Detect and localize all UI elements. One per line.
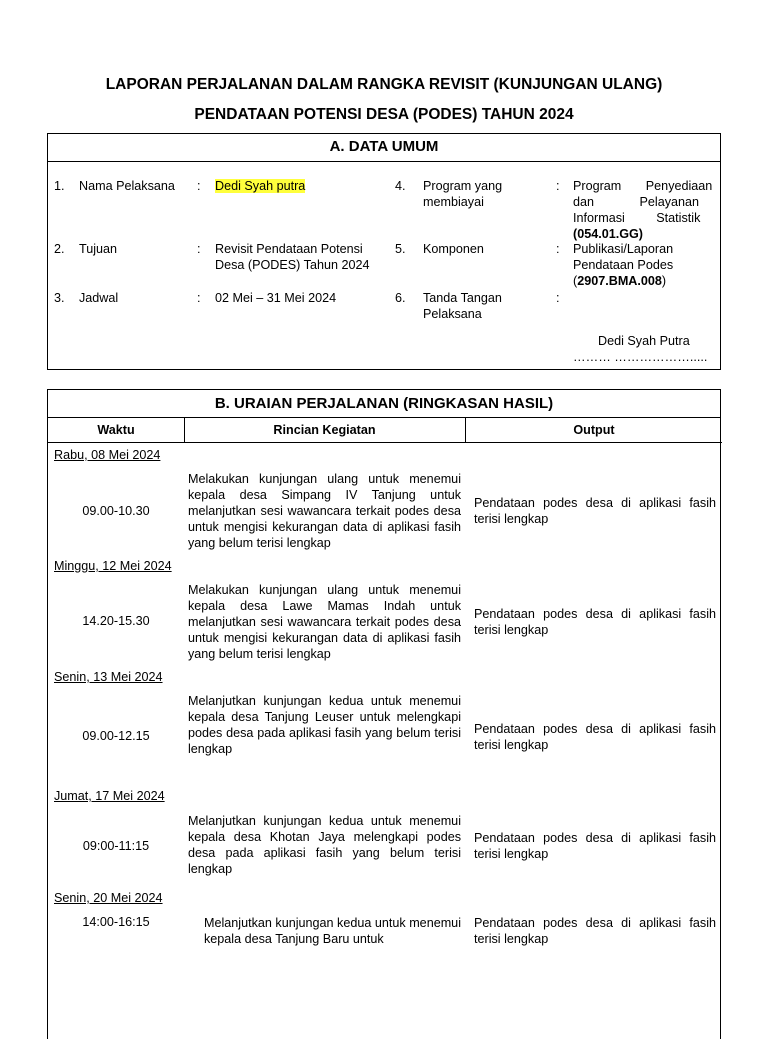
entry-output: Pendataan podes desa di aplikasi fasih terisi lengkap [474,722,716,752]
entry-description: Melanjutkan kunjungan kedua untuk menemui kepala desa Tanjung Baru untuk [204,916,461,946]
item-1-label: Nama Pelaksana [79,179,175,193]
table-header-row [48,418,722,443]
item-3-number: 3. [54,291,65,305]
section-a-heading: A. DATA UMUM [48,134,720,162]
signer-name: Dedi Syah Putra [598,334,690,348]
entry-description: Melanjutkan kunjungan kedua untuk menemui kepala desa Tanjung Leuser untuk melengkapi podes desa pada aplikasi fasih yang belum terisi lengkap [188,694,461,756]
item-1-number: 1. [54,179,65,193]
item-3-label: Jadwal [79,291,119,305]
entry-time: 14.20-15.30 [82,614,150,628]
entry-date: Minggu, 12 Mei 2024 [54,559,172,573]
signature-dots: ……… ………………..... [573,350,708,364]
item-5-code-close: ) [661,274,667,288]
entry-time: 14:00-16:15 [82,915,150,929]
item-5-value-code: 2907.BMA.008 [577,274,662,288]
column-divider [465,418,466,443]
item-2-number: 2. [54,242,65,256]
item-6-number: 6. [395,291,406,305]
item-2-value-line1: Revisit Pendataan Potensi [215,242,363,256]
item-4-value-code: (054.01.GG) [573,227,643,241]
section-b-heading: B. URAIAN PERJALANAN (RINGKASAN HASIL) [48,390,720,418]
item-3-value: 02 Mei – 31 Mei 2024 [215,291,337,305]
entry-description: Melakukan kunjungan ulang untuk menemui kepala desa Simpang IV Tanjung untuk melanjutkan sesi wawancara terkait podes desa untuk mengisi kekurangan data di aplikasi fasih yang belum terisi lengkap [188,472,461,550]
entry-time: 09.00-10.30 [82,504,150,518]
item-5-value-line2: Pendataan Podes [573,258,674,272]
item-4-label-line1: Program yang [423,179,503,193]
item-2-separator: : [197,242,201,256]
item-6-label-line2: Pelaksana [423,307,482,321]
section-a-data-umum [47,133,721,370]
item-4-value-line1: Program Penyediaan [573,179,713,193]
entry-date: Senin, 20 Mei 2024 [54,891,163,905]
entry-output: Pendataan podes desa di aplikasi fasih terisi lengkap [474,607,716,637]
section-b-uraian [47,389,721,1039]
item-6-separator: : [556,291,560,305]
entry-date: Rabu, 08 Mei 2024 [54,448,161,462]
entry-output: Pendataan podes desa di aplikasi fasih terisi lengkap [474,496,716,526]
item-3-separator: : [197,291,201,305]
column-header-waktu: Waktu [97,423,135,437]
item-2-value-line2: Desa (PODES) Tahun 2024 [215,258,370,272]
highlighted-name: Dedi Syah putra [215,179,306,193]
item-6-label-line1: Tanda Tangan [423,291,502,305]
item-5-value-code-line [573,273,666,289]
entry-output: Pendataan podes desa di aplikasi fasih terisi lengkap [474,916,716,946]
item-5-separator: : [556,242,560,256]
entry-date: Senin, 13 Mei 2024 [54,670,163,684]
item-2-label: Tujuan [79,242,118,256]
item-4-value-line3: Informasi Statistik [573,211,701,225]
item-5-code-open: ( [573,274,578,288]
item-1-value [215,178,305,194]
report-title-line2: PENDATAAN POTENSI DESA (PODES) TAHUN 2024 [194,106,574,123]
item-4-number: 4. [395,179,406,193]
item-4-value-line2: dan Pelayanan [573,195,700,209]
report-title-line1: LAPORAN PERJALANAN DALAM RANGKA REVISIT (KUNJUNGAN ULANG) [105,76,663,93]
entry-time: 09:00-11:15 [82,839,150,853]
item-4-label-line2: membiayai [423,195,484,209]
entry-date: Jumat, 17 Mei 2024 [54,789,165,803]
entry-description: Melanjutkan kunjungan kedua untuk menemui kepala desa Khotan Jaya melengkapi podes desa pada aplikasi fasih yang belum terisi lengkap [188,814,461,876]
item-1-separator: : [197,179,201,193]
item-4-separator: : [556,179,560,193]
item-5-label: Komponen [423,242,484,256]
column-divider [184,418,185,443]
entry-description: Melakukan kunjungan ulang untuk menemui kepala desa Lawe Mamas Indah untuk melanjutkan sesi wawancara terkait podes desa untuk mengisi kekurangan data di aplikasi fasih yang belum terisi lengkap [188,583,461,661]
item-5-number: 5. [395,242,406,256]
column-header-output: Output [573,423,615,437]
item-5-value-line1: Publikasi/Laporan [573,242,674,256]
entry-time: 09.00-12.15 [82,729,150,743]
entry-output: Pendataan podes desa di aplikasi fasih terisi lengkap [474,831,716,861]
column-header-rincian: Rincian Kegiatan [273,423,376,437]
